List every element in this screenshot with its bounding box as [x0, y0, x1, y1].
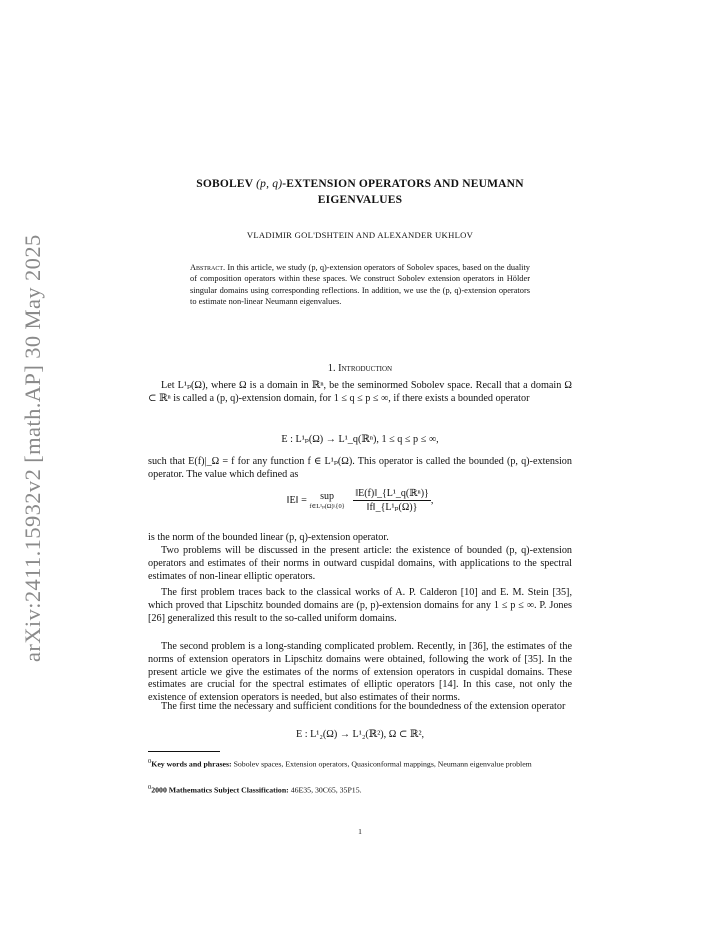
paragraph-5: The first problem traces back to the classical works of A. P. Calderon [10] and E. M. Stein [35], which proved that Lipschitz bounded domains are (p, p)-extension domains for any 1 ≤ p ≤ ∞. P. Jones [26] generalized this result to the so-called uniform domains.: [148, 587, 572, 624]
paragraph-4: Two problems will be discussed in the present article: the existence of bounded (p, q)-extension operators and estimates of their norms in outward cuspidal domains, with applications to the spectral estimates of non-linear elliptic operators.: [148, 545, 572, 582]
equation-2: ‖E‖ = sup f∈L¹ₚ(Ω)\{0} $\frac{\text{‖E(f)‖\_\{L¹\_q(ℝⁿ)\}}}{\text{‖f‖\_\{L¹ₚ(Ω)\}}}$ ,: [286, 488, 434, 513]
paragraph-3: is the norm of the bounded linear (p, q)-extension operator.: [148, 532, 389, 543]
paper-title: SOBOLEV (p, q)-EXTENSION OPERATORS AND NEUMANN EIGENVALUES: [196, 178, 524, 206]
section-heading: 1. Introduction: [327, 363, 393, 374]
equation-3: E : L¹₂(Ω) → L¹₂(ℝ²), Ω ⊂ ℝ²,: [295, 729, 425, 740]
paragraph-7: The first time the necessary and sufficient conditions for the boundedness of the extension operator: [161, 701, 566, 712]
abstract-text: In this article, we study (p, q)-extension operators of Sobolev spaces, based on the duality of composition operators within these spaces. We construct Sobolev extension operators in Hölder singular domains using corresponding reflections. In addition, we use the (p, q)-extension operators to estimate non-linear Neumann eigenvalues.: [190, 263, 530, 307]
arxiv-identifier: arXiv:2411.15932v2 [math.AP] 30 May 2025: [20, 234, 45, 662]
abstract: [190, 262, 530, 308]
supremum: sup f∈L¹ₚ(Ω)\{0}: [309, 491, 345, 510]
footnote-msc: $^0$2000 Mathematics Subject Classification: 46E35, 30C65, 35P15.: [148, 784, 362, 795]
paragraph-2: such that E(f)|_Ω = f for any function f ∈ L¹ₚ(Ω). This operator is called the bounded (p, q)-extension operator. The value which defined as: [148, 456, 572, 480]
paper-authors: VLADIMIR GOL'DSHTEIN AND ALEXANDER UKHLOV: [246, 230, 474, 240]
paragraph-1: Let L¹ₚ(Ω), where Ω is a domain in ℝⁿ, be the seminormed Sobolev space. Recall that a domain Ω ⊂ ℝⁿ is called a (p, q)-extension domain, for 1 ≤ q ≤ p ≤ ∞, if there exists a bounded operator: [148, 380, 572, 404]
paragraph-6: The second problem is a long-standing complicated problem. Recently, in [36], the estimates of the norms of extension operators in Lipschitz domains were obtained, following the work of [35]. In the present article we give the estimates of the norms of extension operators in cuspidal domains. These estimates are crucial for the spectral estimates of elliptic operators [14]. In this case, not only the existence of extension operators is needed, but also estimates of their norms.: [148, 641, 572, 704]
footnote-rule: [148, 751, 220, 752]
abstract-label: Abstract.: [190, 263, 226, 272]
norm-fraction: $\frac{\text{‖E(f)‖\_\{L¹\_q(ℝⁿ)\}}}{\text{‖f‖\_\{L¹ₚ(Ω)\}}}$: [355, 488, 429, 513]
footnote-keywords: $^0$Key words and phrases: Sobolev spaces, Extension operators, Quasiconformal mappings, Neumann eigenvalue problem: [148, 758, 532, 769]
page-number: 1: [358, 827, 362, 836]
equation-1: E : L¹ₚ(Ω) → L¹_q(ℝⁿ), 1 ≤ q ≤ p ≤ ∞,: [281, 434, 439, 445]
